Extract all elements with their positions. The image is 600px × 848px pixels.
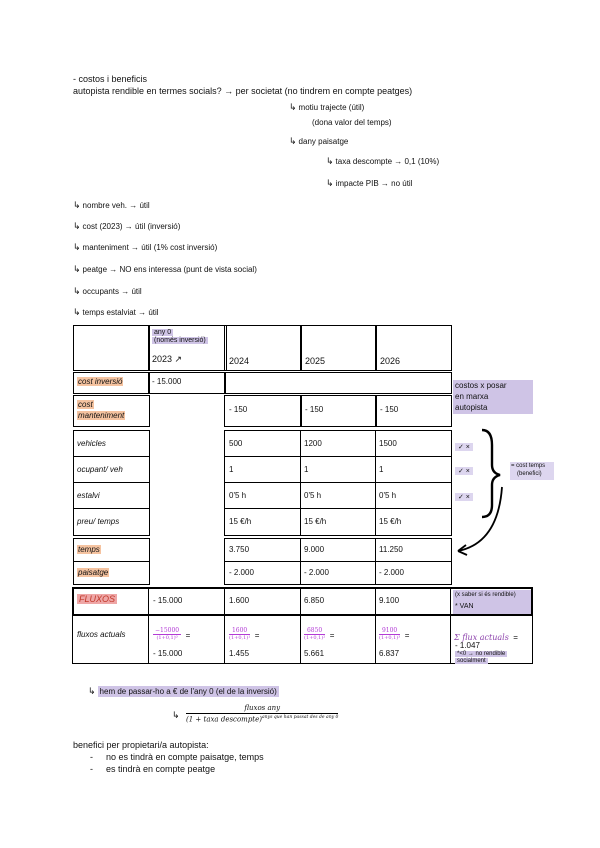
estalvi-2024: 0'5 h — [229, 491, 247, 500]
formula-den — [186, 714, 338, 723]
estalvi-2026: 0'5 h — [379, 491, 397, 500]
cost-manteniment-2024: - 150 — [229, 405, 248, 414]
divider — [224, 561, 451, 562]
cost-manteniment-2026: - 150 — [380, 405, 399, 414]
fluxos-actuals-2025: 5.661 — [304, 649, 325, 658]
values-block — [224, 430, 452, 536]
temps-2026: 11.250 — [379, 545, 403, 554]
frac-2025 — [304, 625, 334, 643]
costos-note-1: costos x posar — [455, 381, 507, 390]
divider — [73, 561, 149, 562]
cost-temps-note: = cost temps — [511, 463, 546, 469]
empty-cell — [224, 372, 452, 394]
header-cell-2026 — [375, 325, 452, 371]
benefici-b2-text: es tindrà en compte peatge — [106, 764, 216, 774]
intro-line-1: - costos i beneficis — [73, 74, 148, 84]
equals: = — [329, 631, 335, 640]
hook-arrow-icon: ↳ — [289, 103, 297, 113]
fraction — [379, 627, 400, 641]
van-note: * VAN — [455, 603, 474, 610]
motiu-line — [289, 103, 364, 113]
divider — [224, 482, 451, 483]
year-2024: 2024 — [229, 356, 250, 366]
equals: = — [254, 631, 260, 640]
year-2025: 2025 — [305, 356, 326, 366]
preu-2026: 15 €/h — [379, 517, 402, 526]
fluxos-2026: 9.100 — [379, 596, 400, 605]
divider — [73, 482, 149, 483]
frac-2024 — [229, 625, 259, 643]
formula-exp: anys que han passat des de any 0 — [262, 715, 339, 720]
brace-arrow-icon — [440, 425, 560, 560]
vehicles-2024: 500 — [229, 439, 243, 448]
ocupant-2024: 1 — [229, 465, 234, 474]
factor-text: occupants → útil — [82, 287, 142, 296]
factor-item — [73, 265, 257, 275]
year0-note: any 0 — [154, 329, 172, 336]
equals: = — [185, 631, 191, 640]
preu-2025: 15 €/h — [304, 517, 327, 526]
frac-2023 — [153, 625, 190, 643]
factor-text: nombre veh. → útil — [82, 201, 150, 210]
row-label-cell — [73, 372, 150, 394]
frac-den: (1+0,1)¹ — [229, 634, 251, 641]
vehicles-2025: 1200 — [304, 439, 322, 448]
value-cell — [224, 395, 302, 427]
fluxos-actuals-label: fluxos actuals — [77, 630, 126, 639]
intro-line-2: autopista rendible en termes socials? → per societat (no tindrem en compte peatges) — [73, 86, 413, 96]
row-label-cell — [73, 395, 150, 427]
cost-inversio-label: cost inversió — [78, 377, 123, 386]
factor-text: temps estalviat → útil — [82, 308, 159, 317]
fluxos-2025: 6.850 — [304, 596, 325, 605]
fraction — [229, 627, 250, 641]
paisatge-2026: - 2.000 — [379, 568, 404, 577]
paisatge-2024: - 2.000 — [229, 568, 254, 577]
taxa-line — [326, 157, 439, 167]
formula-fraction — [186, 704, 338, 723]
frac-den: (1+0,1)⁰ — [156, 634, 178, 641]
dany-text: dany paisatge — [298, 137, 349, 146]
vehicles-label: vehicles — [77, 439, 106, 448]
frac-num: −15000 — [155, 626, 180, 634]
factor-item — [73, 287, 142, 297]
formula-num: fluxos any — [186, 704, 338, 714]
cost-inversio-value: - 15.000 — [152, 377, 182, 386]
passar-line — [88, 687, 279, 697]
dany-line — [289, 137, 348, 147]
paisatge-2025: - 2.000 — [304, 568, 329, 577]
sum-equals: = — [513, 633, 518, 642]
frac-2026 — [379, 625, 409, 643]
cost-manteniment-2025: - 150 — [305, 405, 324, 414]
dash-icon: - — [90, 752, 93, 762]
hook-arrow-icon: ↳ — [73, 265, 81, 275]
costos-note-3: autopista — [455, 403, 488, 412]
preu-2024: 15 €/h — [229, 517, 252, 526]
fluxos-2023: - 15.000 — [153, 596, 183, 605]
formula — [172, 704, 338, 723]
temps-label: temps — [78, 545, 100, 554]
cost-manteniment-label-2: manteniment — [78, 411, 125, 420]
equals: = — [404, 631, 410, 640]
factor-item — [73, 201, 150, 211]
header-cell-2025 — [300, 325, 377, 371]
divider — [73, 508, 149, 509]
estalvi-2025: 0'5 h — [304, 491, 322, 500]
impacte-text: impacte PIB → no útil — [335, 179, 413, 188]
benefici-bullet-2 — [90, 764, 215, 774]
divider — [73, 456, 149, 457]
factor-text: cost (2023) → útil (inversió) — [82, 222, 181, 231]
year0-note-2: (només inversió) — [154, 337, 206, 344]
fluxos-actuals-2024: 1.455 — [229, 649, 250, 658]
value-cell — [375, 395, 452, 427]
saber-note: (x saber si és rendible) — [455, 592, 516, 598]
year-2026: 2026 — [380, 356, 401, 366]
hook-arrow-icon: ↳ — [73, 201, 81, 211]
check-cross-estalvi: ✓ × — [455, 493, 473, 501]
ocupant-2026: 1 — [379, 465, 384, 474]
hook-arrow-icon: ↳ — [73, 222, 81, 232]
check-cross-vehicles: ✓ × — [455, 443, 473, 451]
header-cell-empty — [73, 325, 150, 371]
paisatge-label: paisatge — [78, 568, 109, 577]
fluxos-actuals-2026: 6.837 — [379, 649, 400, 658]
benefici-bullet-1 — [90, 752, 264, 762]
fraction — [153, 627, 181, 641]
temps-2024: 3.750 — [229, 545, 250, 554]
value-cell — [300, 395, 377, 427]
hook-arrow-icon: ↳ — [73, 287, 81, 297]
dash-icon: - — [90, 764, 93, 774]
frac-num: 6850 — [304, 627, 325, 635]
temps-2025: 9.000 — [304, 545, 325, 554]
motiu-text: motiu trajecte (útil) — [298, 103, 365, 112]
cost-manteniment-label-1: cost — [78, 400, 93, 409]
factor-text: peatge → NO ens interessa (punt de vista social) — [82, 265, 257, 274]
benefici-b1-text: no es tindrà en compte paisatge, temps — [106, 752, 264, 762]
factor-item — [73, 243, 217, 253]
benefici-note: (benefici) — [517, 471, 542, 477]
frac-den: (1+0,1)³ — [379, 634, 401, 641]
hook-arrow-icon: ↳ — [73, 308, 81, 318]
ocupant-label: ocupant/ veh — [77, 465, 123, 474]
hook-arrow-icon: ↳ — [73, 243, 81, 253]
impacte-line — [326, 179, 412, 189]
factor-item — [73, 308, 159, 318]
divider — [224, 456, 451, 457]
sum-label: Σ flux actuals — [454, 633, 509, 642]
passar-text: hem de passar-ho a € de l'any 0 (el de la inversió) — [99, 687, 277, 696]
factor-item — [73, 222, 180, 232]
divider — [224, 508, 451, 509]
benefici-title: benefici per propietari/a autopista: — [73, 740, 209, 750]
motiu-sub: (dona valor del temps) — [312, 118, 392, 127]
sum-note-1: *<0 → no rendible — [457, 651, 506, 657]
formula-den-text: (1 + taxa descompte) — [186, 715, 262, 724]
costos-note-2: en marxa — [455, 392, 489, 401]
header-cell-2023 — [148, 325, 227, 371]
fluxos-actuals-2023: - 15.000 — [153, 649, 183, 658]
frac-num: 1600 — [229, 627, 250, 635]
sum-value: - 1.047 — [455, 641, 480, 650]
hook-arrow-icon: ↳ — [172, 710, 180, 721]
factor-text: manteniment → útil (1% cost inversió) — [82, 243, 218, 252]
arrow-up-right-icon: ↗ — [174, 355, 183, 365]
vehicles-2026: 1500 — [379, 439, 397, 448]
frac-den: (1+0,1)² — [304, 634, 326, 641]
fluxos-label: FLUXOS — [79, 594, 116, 604]
frac-num: 9100 — [379, 627, 400, 635]
header-cell-2024 — [224, 325, 302, 371]
taxa-text: taxa descompte → 0,1 (10%) — [335, 157, 440, 166]
preu-label: preu/ temps — [77, 517, 120, 526]
value-cell — [148, 372, 226, 394]
hook-arrow-icon: ↳ — [88, 687, 96, 697]
fraction — [304, 627, 325, 641]
estalvi-label: estalvi — [77, 491, 100, 500]
sum-note-2: socialment — [457, 658, 486, 664]
fluxos-2024: 1.600 — [229, 596, 250, 605]
year-2023 — [152, 354, 182, 365]
ocupant-2025: 1 — [304, 465, 309, 474]
hook-arrow-icon: ↳ — [326, 179, 334, 189]
hook-arrow-icon: ↳ — [326, 157, 334, 167]
hook-arrow-icon: ↳ — [289, 137, 297, 147]
year-2023-text: 2023 — [152, 354, 173, 364]
check-cross-ocupant: ✓ × — [455, 467, 473, 475]
